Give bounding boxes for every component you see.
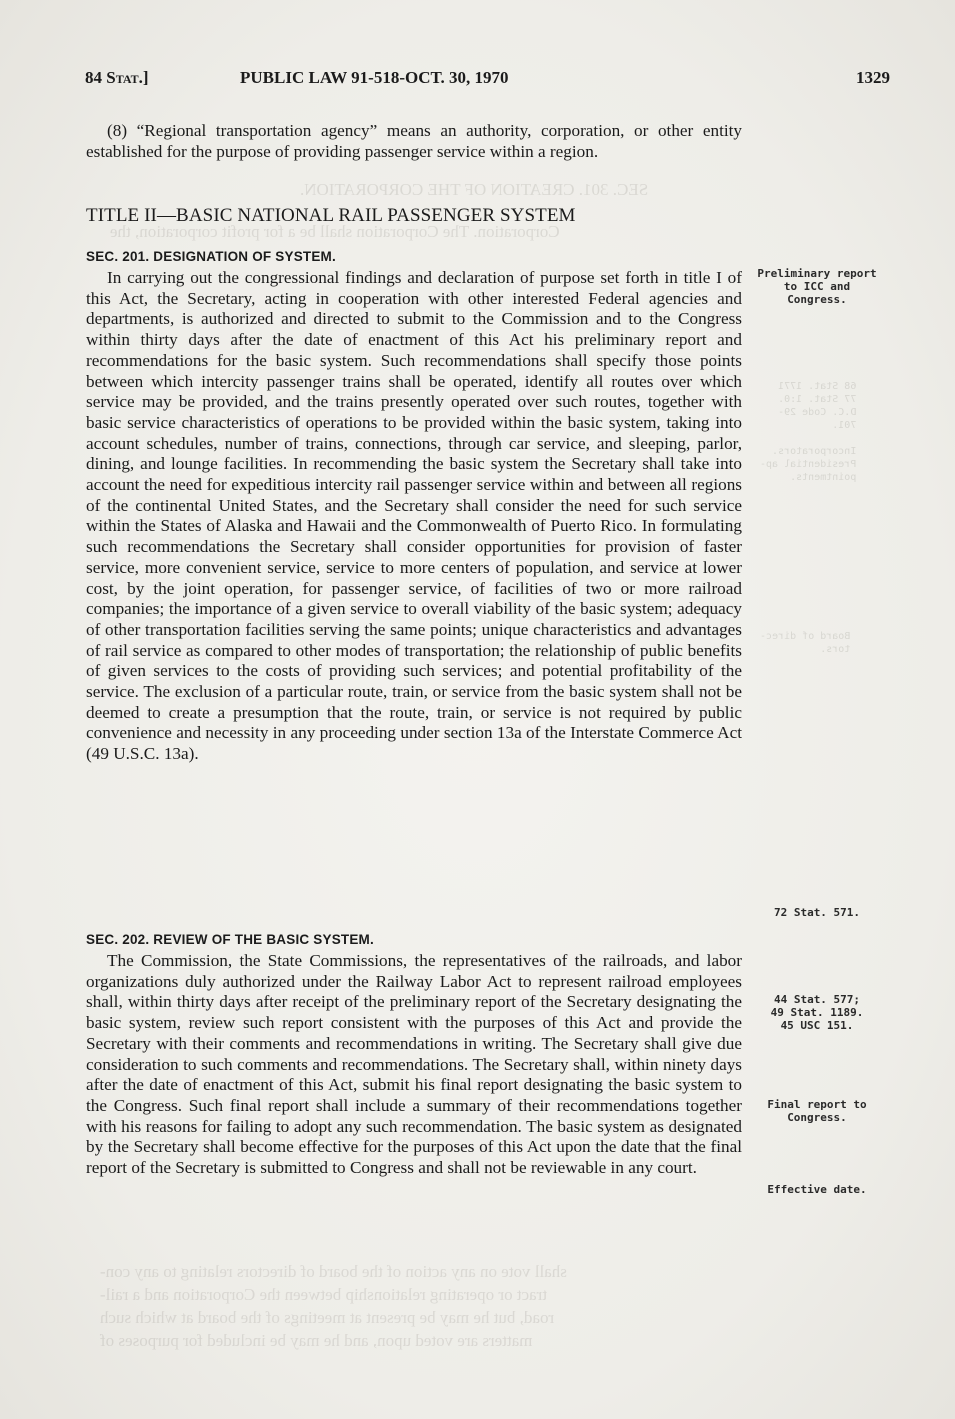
section-201-text: In carrying out the congressional findings and declaration of purpose set forth in title I of this Act, the Secretary, acting in cooperation with other interested Federal agencies and departments, is authorized and directed to submit to the Commission and to the Congress within thirty days after the date of enactment of this Act his preliminary report and recommendations for the basic system. Such recommendations shall specify those points between which intercity passenger trains shall be operated, identify all routes over which service may be provided, and the trains presently operated over such routes, together with basic service characteristics of operations to be provided within the basic system, taking into account schedules, number of trains, connections, through car service, and sleeping, parlor, dining, and lounge facilities. In recommending the basic system the Secretary shall take into account the need for expeditious intercity rail passenger service within and between all regions of the continental United States, and the Secretary shall consider the need for such service within the States of Alaska and Hawaii and the Commonwealth of Puerto Rico. In formulating such recommendations the Secretary shall consider opportunities for provision of faster service, more convenient service, service to more centers of population, and service at lower cost, by the joint operation, for passenger service, of facilities of two or more railroad companies; the importance of a given service to overall viability of the basic system; adequacy of other transportation facilities serving the same points; unique characteristics and advantages of rail service as compared to other modes of transportation; the relationship of public benefits of given services to the costs of providing such services; and potential profitability of the service. The exclusion of a particular route, train, or service from the basic system shall not be deemed to create a presumption that the route, train, or service is not required by public convenience and necessity in any proceeding under section 13a of the Interstate Commerce Act (49 U.S.C. 13a).: [86, 268, 742, 764]
section-202-heading: SEC. 202. REVIEW OF THE BASIC SYSTEM.: [86, 932, 374, 947]
running-header: [85, 68, 890, 94]
margin-note-72-stat: 72 Stat. 571.: [773, 906, 861, 919]
margin-note-effective-date: Effective date.: [767, 1183, 867, 1196]
definition-paragraph-8: (8) “Regional transportation agency” means an authority, corporation, or other entity established for the purpose of providing passenger service within a region.: [86, 121, 742, 161]
show-through-text: tract or operating relationship between the Corporation and a rail-: [100, 1285, 548, 1304]
show-through-margin: Board of direc- tors.: [760, 631, 851, 655]
show-through-margin: 68 Stat. 1771 77 Stat. 1:0. D.C. Code 29- 701. Incorporators. Presidential ap- pointments.: [760, 381, 857, 483]
page-number: 1329: [856, 68, 890, 87]
show-through-text: shall vote on any action of the board of directors relating to any con-: [100, 1262, 567, 1281]
title-heading: TITLE II—BASIC NATIONAL RAIL PASSENGER SYSTEM: [86, 205, 576, 226]
section-201-heading: SEC. 201. DESIGNATION OF SYSTEM.: [86, 249, 336, 264]
header-title: PUBLIC LAW 91-518-OCT. 30, 1970: [240, 68, 509, 87]
volume-citation: 84 Stat.]: [85, 68, 149, 87]
show-through-text: road, but he may be present at meetings of the board at which such: [100, 1308, 555, 1327]
section-202-text: The Commission, the State Commissions, the representatives of the railroads, and labor organizations duly authorized under the Railway Labor Act to represent railroad employees shall, within thirty days after receipt of the preliminary report of the Secretary designating the basic system, review such report consistent with the purposes of this Act and provide the Secretary with their comments and recommendations in writing. The Secretary shall give due consideration to such comments and recommendations. The Secretary shall, within ninety days after the date of enactment of this Act, submit his final report designating the basic system to the Congress. Such final report shall include a summary of their recommendations together with his reasons for failing to adopt any such recommendation. The basic system as designated by the Secretary shall become effective for the purposes of this Act upon the date that the final report of the Secretary is submitted to Congress and shall not be reviewable in any court.: [86, 951, 742, 1178]
show-through-text: Corporation. The Corporation shall be a for profit corporation, the: [110, 222, 560, 241]
margin-note-preliminary-report: Preliminary report to ICC and Congress.: [757, 267, 877, 306]
margin-note-44-stat: 44 Stat. 577; 49 Stat. 1189. 45 USC 151.: [770, 993, 864, 1032]
margin-note-final-report: Final report to Congress.: [767, 1098, 867, 1124]
show-through-text: SEC. 301. CREATION OF THE CORPORATION.: [300, 180, 649, 199]
show-through-text: matters are voted upon, and he may be included for purposes of: [100, 1331, 533, 1350]
